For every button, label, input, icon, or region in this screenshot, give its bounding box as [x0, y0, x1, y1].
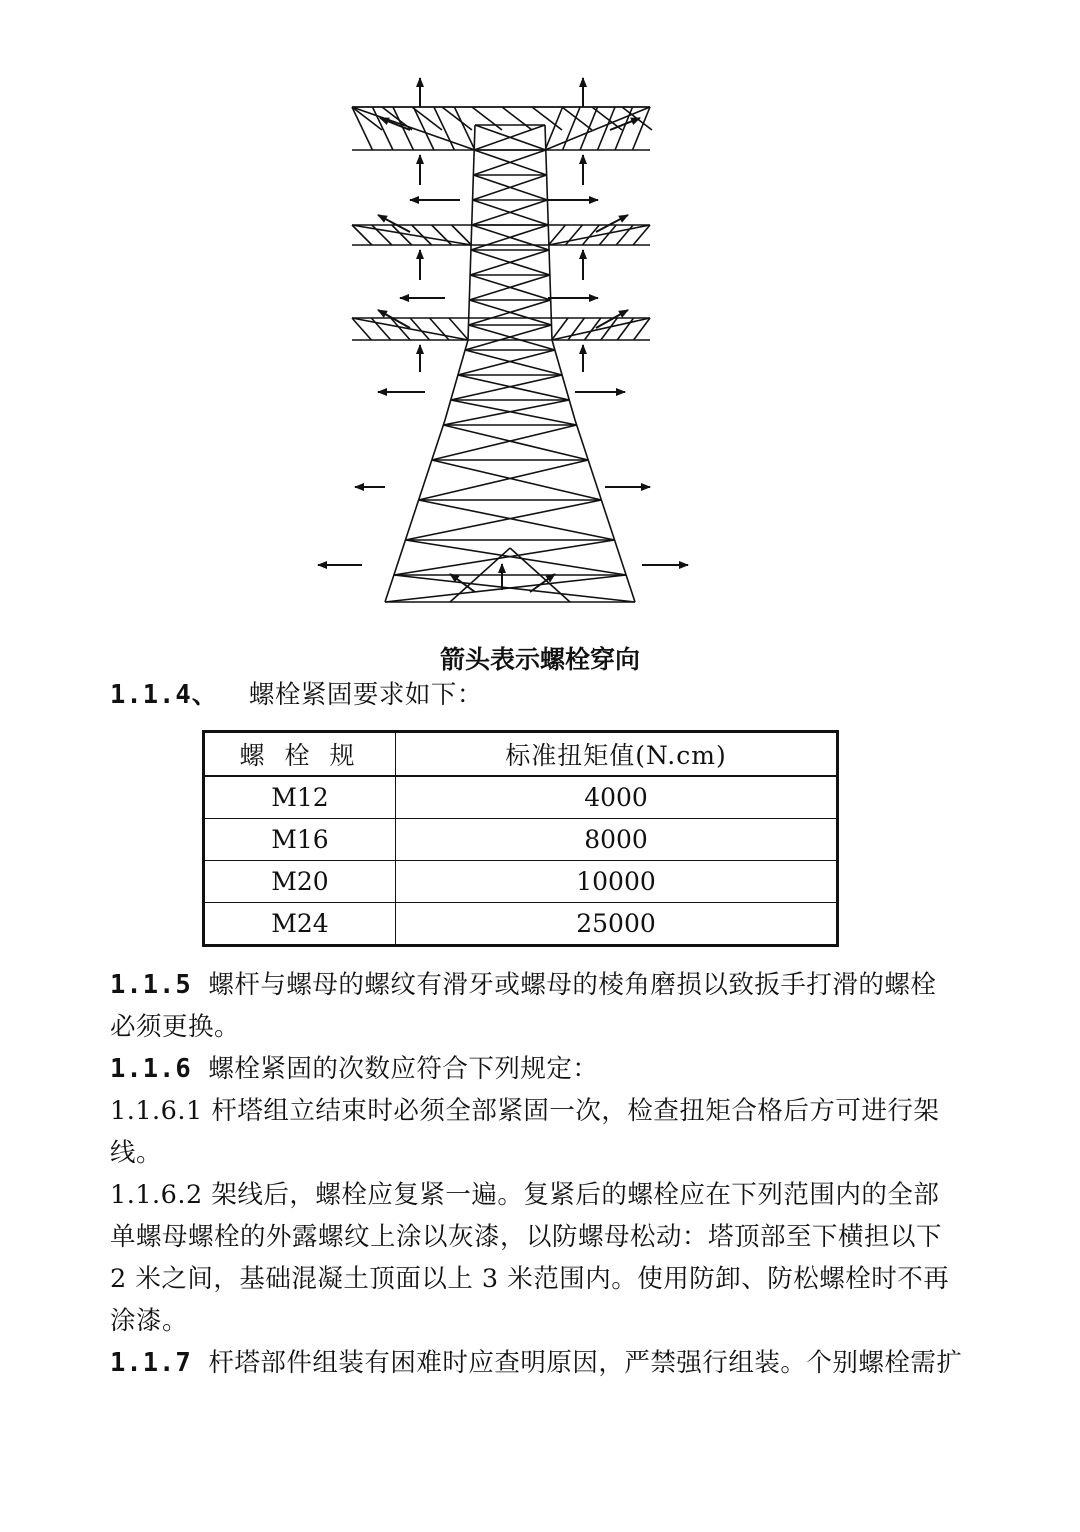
- tower-brace: [405, 500, 601, 540]
- tower-brace: [443, 400, 569, 425]
- cell-torque: 8000: [396, 819, 838, 861]
- tower-brace: [443, 425, 588, 460]
- table-row: [204, 819, 838, 861]
- cell-torque: 4000: [396, 776, 838, 819]
- cross-arm-lattice: [568, 318, 584, 340]
- cell-torque: 10000: [396, 861, 838, 903]
- section-1-1-6-2-line3: 2 米之间，基础混凝土顶面以上 3 米范围内。使用防卸、防松螺栓时不再: [110, 1264, 950, 1294]
- section-number: 1.1.6: [110, 1054, 192, 1084]
- section-1-1-6-2-line4: 涂漆。: [110, 1306, 189, 1336]
- top-lattice: [562, 107, 592, 130]
- cross-arm-lattice: [430, 318, 449, 340]
- tower-brace: [458, 350, 555, 375]
- top-lattice: [472, 107, 502, 130]
- tower-brace: [458, 375, 569, 400]
- table-row: [204, 861, 838, 903]
- tower-brace: [405, 540, 626, 575]
- header-torque: 标准扭矩值(N.cm): [396, 732, 838, 777]
- tower-brace: [451, 400, 577, 425]
- tower-brace: [419, 500, 615, 540]
- cell-bolt: M12: [204, 776, 396, 819]
- cell-bolt: M20: [204, 861, 396, 903]
- cross-arm-lattice: [432, 225, 452, 245]
- cell-bolt: M16: [204, 819, 396, 861]
- tower-structure: [352, 107, 652, 602]
- section-text: 螺栓紧固的次数应符合下列规定：: [208, 1054, 599, 1084]
- section-1-1-6-2-line1: 1.1.6.2 架线后，螺栓应复紧一遍。复紧后的螺栓应在下列范围内的全部: [110, 1180, 940, 1210]
- tower-brace: [451, 375, 562, 400]
- top-lattice: [442, 107, 472, 130]
- cell-bolt: M24: [204, 903, 396, 946]
- cross-arm-lattice: [616, 225, 633, 245]
- section-1-1-6-1-line2: 线。: [110, 1138, 163, 1168]
- tower-brace: [419, 460, 589, 500]
- cross-arm-lattice: [372, 225, 392, 245]
- top-lattice: [412, 107, 442, 130]
- section-number: 1.1.5: [110, 970, 192, 1000]
- cross-arm-edge: [352, 107, 475, 150]
- section-number: 1.1.4、: [110, 680, 219, 710]
- figure-caption: 箭头表示螺栓穿向: [439, 645, 640, 674]
- section-text: 杆塔部件组装有困难时应查明原因，严禁强行组装。个别螺栓需扩: [208, 1348, 963, 1378]
- table-row: [204, 776, 838, 819]
- section-1-1-6-1-line1: 1.1.6.1 杆塔组立结束时必须全部紧固一次，检查扭矩合格后方可进行架: [110, 1096, 940, 1126]
- tower-leg-left: [385, 125, 475, 602]
- tower-brace: [468, 325, 554, 350]
- cross-arm-lattice: [413, 107, 433, 150]
- top-lattice: [502, 107, 532, 130]
- section-text: 螺栓紧固要求如下：: [248, 680, 483, 710]
- section-number: 1.1.7: [110, 1348, 192, 1378]
- cross-arm-lattice: [565, 225, 582, 245]
- tower-diagram: [300, 70, 720, 615]
- table-row: [204, 903, 838, 946]
- tower-brace: [394, 540, 615, 575]
- tower-brace: [394, 575, 635, 602]
- tower-leg-right: [545, 125, 635, 602]
- bolt-direction-arrow: [380, 118, 410, 130]
- tower-brace: [465, 325, 551, 350]
- section-1-1-7: [110, 1346, 962, 1380]
- section-1-1-5-line2: 必须更换。: [110, 1012, 241, 1042]
- torque-table: [202, 730, 839, 947]
- section-text: 螺杆与螺母的螺纹有滑牙或螺母的棱角磨损以致扳手打滑的螺栓: [208, 970, 937, 1000]
- tower-brace: [385, 575, 626, 602]
- cross-arm-lattice: [371, 318, 390, 340]
- section-1-1-5-line1: [110, 968, 936, 1002]
- cross-arm-lattice: [617, 318, 633, 340]
- section-1-1-6: [110, 1052, 598, 1086]
- section-1-1-6-2-line2: 单螺母螺栓的外露螺纹上涂以灰漆，以防螺母松动：塔顶部至下横担以下: [110, 1222, 943, 1252]
- table-header-row: [204, 732, 838, 777]
- cell-torque: 25000: [396, 903, 838, 946]
- tower-brace: [432, 460, 602, 500]
- header-bolt-spec: 螺 栓 规: [204, 732, 396, 777]
- section-1-1-4: [110, 678, 483, 712]
- tower-brace: [465, 350, 562, 375]
- tower-brace: [432, 425, 577, 460]
